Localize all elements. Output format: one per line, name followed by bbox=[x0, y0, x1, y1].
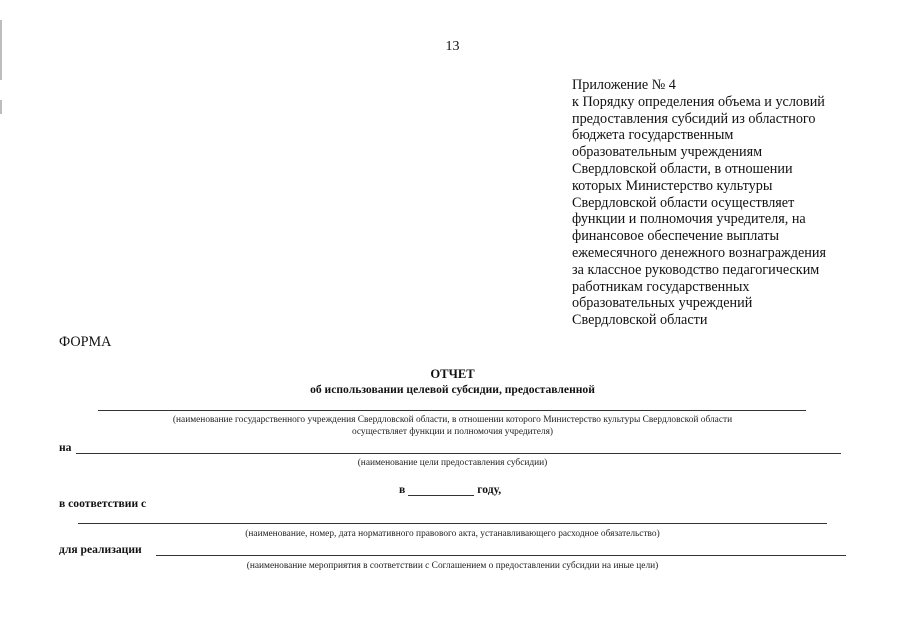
appendix-title: Приложение № 4 bbox=[572, 77, 676, 93]
year-row bbox=[399, 483, 501, 496]
event-blank-line[interactable] bbox=[156, 555, 846, 556]
year-suffix: году, bbox=[477, 483, 502, 496]
appendix-line: за классное руководство педагогическим bbox=[572, 261, 820, 278]
implementation-label: для реализации bbox=[59, 543, 142, 556]
appendix-line: бюджета государственным bbox=[572, 127, 734, 144]
purpose-blank-line[interactable] bbox=[76, 453, 841, 454]
institution-caption bbox=[60, 414, 845, 438]
appendix-line: предоставления субсидий из областного bbox=[572, 110, 816, 127]
appendix-line: к Порядку определения объема и условий bbox=[572, 93, 825, 110]
institution-caption-line: (наименование государственного учреждения Свердловской области, в отношении которого Министерство культуры Свердловской области bbox=[172, 415, 733, 425]
report-title: ОТЧЕТ bbox=[430, 367, 475, 381]
page-number: 13 bbox=[445, 39, 460, 54]
scan-margin-mark bbox=[0, 100, 2, 114]
appendix-block bbox=[572, 77, 862, 329]
event-caption: (наименование мероприятия в соответствии с Соглашением о предоставлении субсидии на иные цели) bbox=[246, 561, 659, 571]
appendix-line: Свердловской области осуществляет bbox=[572, 194, 795, 211]
appendix-line: функции и полномочия учредителя, на bbox=[572, 211, 806, 228]
appendix-line: финансовое обеспечение выплаты bbox=[572, 228, 780, 245]
act-blank-line[interactable] bbox=[78, 523, 827, 524]
appendix-line: работникам государственных bbox=[572, 278, 750, 295]
year-prefix: в bbox=[399, 483, 406, 496]
na-label: на bbox=[59, 441, 72, 454]
appendix-line: образовательным учреждениям bbox=[572, 144, 763, 161]
appendix-line: Свердловской области, в отношении bbox=[572, 160, 793, 177]
accordance-label: в соответствии с bbox=[59, 497, 147, 510]
institution-caption-line: осуществляет функции и полномочия учредителя) bbox=[351, 427, 554, 437]
appendix-line: ежемесячного денежного вознаграждения bbox=[572, 244, 827, 261]
appendix-line: которых Министерство культуры bbox=[572, 177, 773, 194]
institution-blank-line[interactable] bbox=[98, 410, 806, 411]
report-subtitle: об использовании целевой субсидии, предоставленной bbox=[310, 383, 595, 396]
year-blank-field[interactable] bbox=[408, 483, 474, 496]
form-label: ФОРМА bbox=[59, 334, 112, 350]
appendix-line: образовательных учреждений bbox=[572, 295, 753, 312]
act-caption: (наименование, номер, дата нормативного правового акта, устанавливающего расходное обязательство) bbox=[245, 529, 660, 539]
appendix-line: Свердловской области bbox=[572, 312, 708, 329]
purpose-caption: (наименование цели предоставления субсидии) bbox=[357, 458, 548, 468]
